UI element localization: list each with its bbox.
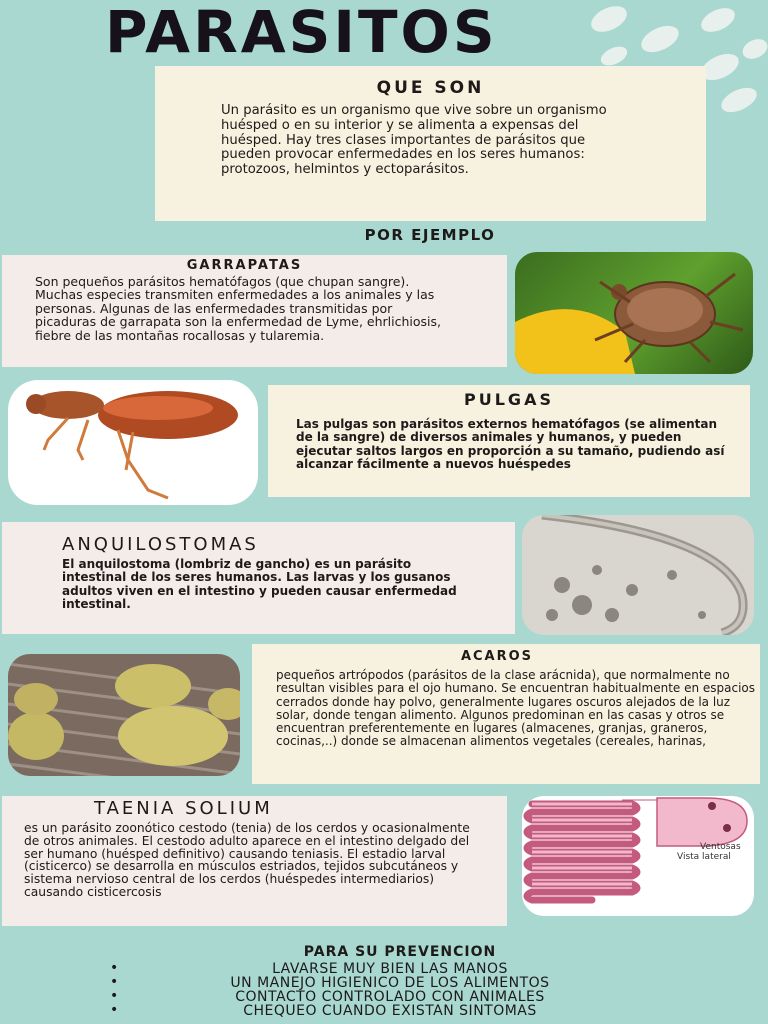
- bullet-icon: •: [110, 960, 119, 976]
- ventosas-label: Ventosas: [700, 842, 741, 852]
- taenia-text: es un parásito zoonótico cestodo (tenia) de los cerdos y ocasionalmente de otros animales. El cestodo adulto aparece en el intestino delgado del ser humano (huésped definitivo) causando teniasis. El estadio larval (cisticerco) se desarrolla en músculos estriados, tejidos subcutáneos y sistema nervioso central de los cerdos (huéspedes intermediarios) causando cisticercosis: [24, 821, 470, 899]
- pulgas-card: [268, 385, 750, 497]
- anquilostomas-card: [2, 522, 515, 634]
- garrapatas-text: Son pequeños parásitos hematófagos (que chupan sangre). Muchas especies transmiten enfermedades a los animales y las personas. Algunas de las enfermedades transmitidas por picaduras de garrapata son la enfermedad de Lyme, ehrlichiosis, fiebre de las montañas rocallosas y tularemia.: [35, 274, 441, 343]
- taenia-heading: TAENIA SOLIUM: [94, 798, 273, 819]
- prevention-list: [100, 962, 680, 1018]
- pulgas-text: Las pulgas son parásitos externos hematófagos (se alimentan de la sangre) de diversos animales y humanos, y pueden ejecutar saltos largos en proporción a su tamaño, pudiendo así alcanzar fácilmente a nuevos huéspedes: [296, 417, 725, 472]
- intro-card: [155, 66, 706, 221]
- page-title: PARASITOS: [105, 0, 498, 66]
- hookworm-photo: [522, 515, 754, 635]
- list-item: [100, 990, 680, 1004]
- intro-heading: QUE SON: [376, 78, 485, 98]
- list-item: [100, 962, 680, 976]
- bullet-icon: •: [110, 988, 119, 1004]
- flea-photo: [8, 380, 258, 505]
- examples-heading: POR EJEMPLO: [364, 226, 496, 244]
- taenia-card: [2, 796, 507, 926]
- bullet-icon: •: [110, 1002, 119, 1018]
- vista-lateral-label: Vista lateral: [677, 852, 731, 862]
- prevention-item-2: UN MANEJO HIGIENICO DE LOS ALIMENTOS: [230, 975, 550, 991]
- garrapatas-card: [2, 255, 507, 367]
- pulgas-heading: PULGAS: [464, 390, 554, 409]
- list-item: [100, 976, 680, 990]
- prevention-item-1: LAVARSE MUY BIEN LAS MANOS: [272, 961, 508, 977]
- acaros-card: [252, 644, 760, 784]
- tapeworm-diagram: [522, 796, 754, 916]
- intro-text: Un parásito es un organismo que vive sobre un organismo huésped o en su interior y se alimenta a expensas del huésped. Hay tres clases importantes de parásitos que pueden provocar enfermedades en los seres humanos: protozoos, helmintos y ectoparásitos.: [221, 103, 607, 178]
- prevention-item-3: CONTACTO CONTROLADO CON ANIMALES: [235, 989, 545, 1005]
- list-item: [100, 1004, 680, 1018]
- prevention-heading: PARA SU PREVENCION: [303, 944, 497, 960]
- tick-photo: [515, 252, 753, 374]
- acaros-text: pequeños artrópodos (parásitos de la clase arácnida), que normalmente no resultan visibles para el ojo humano. Se encuentran habitualmente en espacios cerrados donde hay polvo, generalmente lugares oscuros alejados de la luz solar, donde tengan alimento. Algunos predominan en las casas y otros se encuentran preferentemente en lugares (almacenes, granjas, graneros, cocinas,..) donde se almacenan alimentos vegetales (cereales, harinas,: [276, 668, 756, 749]
- prevention-item-4: CHEQUEO CUANDO EXISTAN SINTOMAS: [243, 1003, 537, 1019]
- acaros-heading: ACAROS: [460, 649, 534, 664]
- garrapatas-heading: GARRAPATAS: [186, 258, 303, 273]
- anquilostomas-text: El anquilostoma (lombriz de gancho) es un parásito intestinal de los seres humanos. Las larvas y los gusanos adultos viven en el intestino y pueden causar enfermedad intestinal.: [62, 557, 457, 612]
- bullet-icon: •: [110, 974, 119, 990]
- mite-photo: [8, 654, 240, 776]
- anquilostomas-heading: ANQUILOSTOMAS: [62, 534, 259, 555]
